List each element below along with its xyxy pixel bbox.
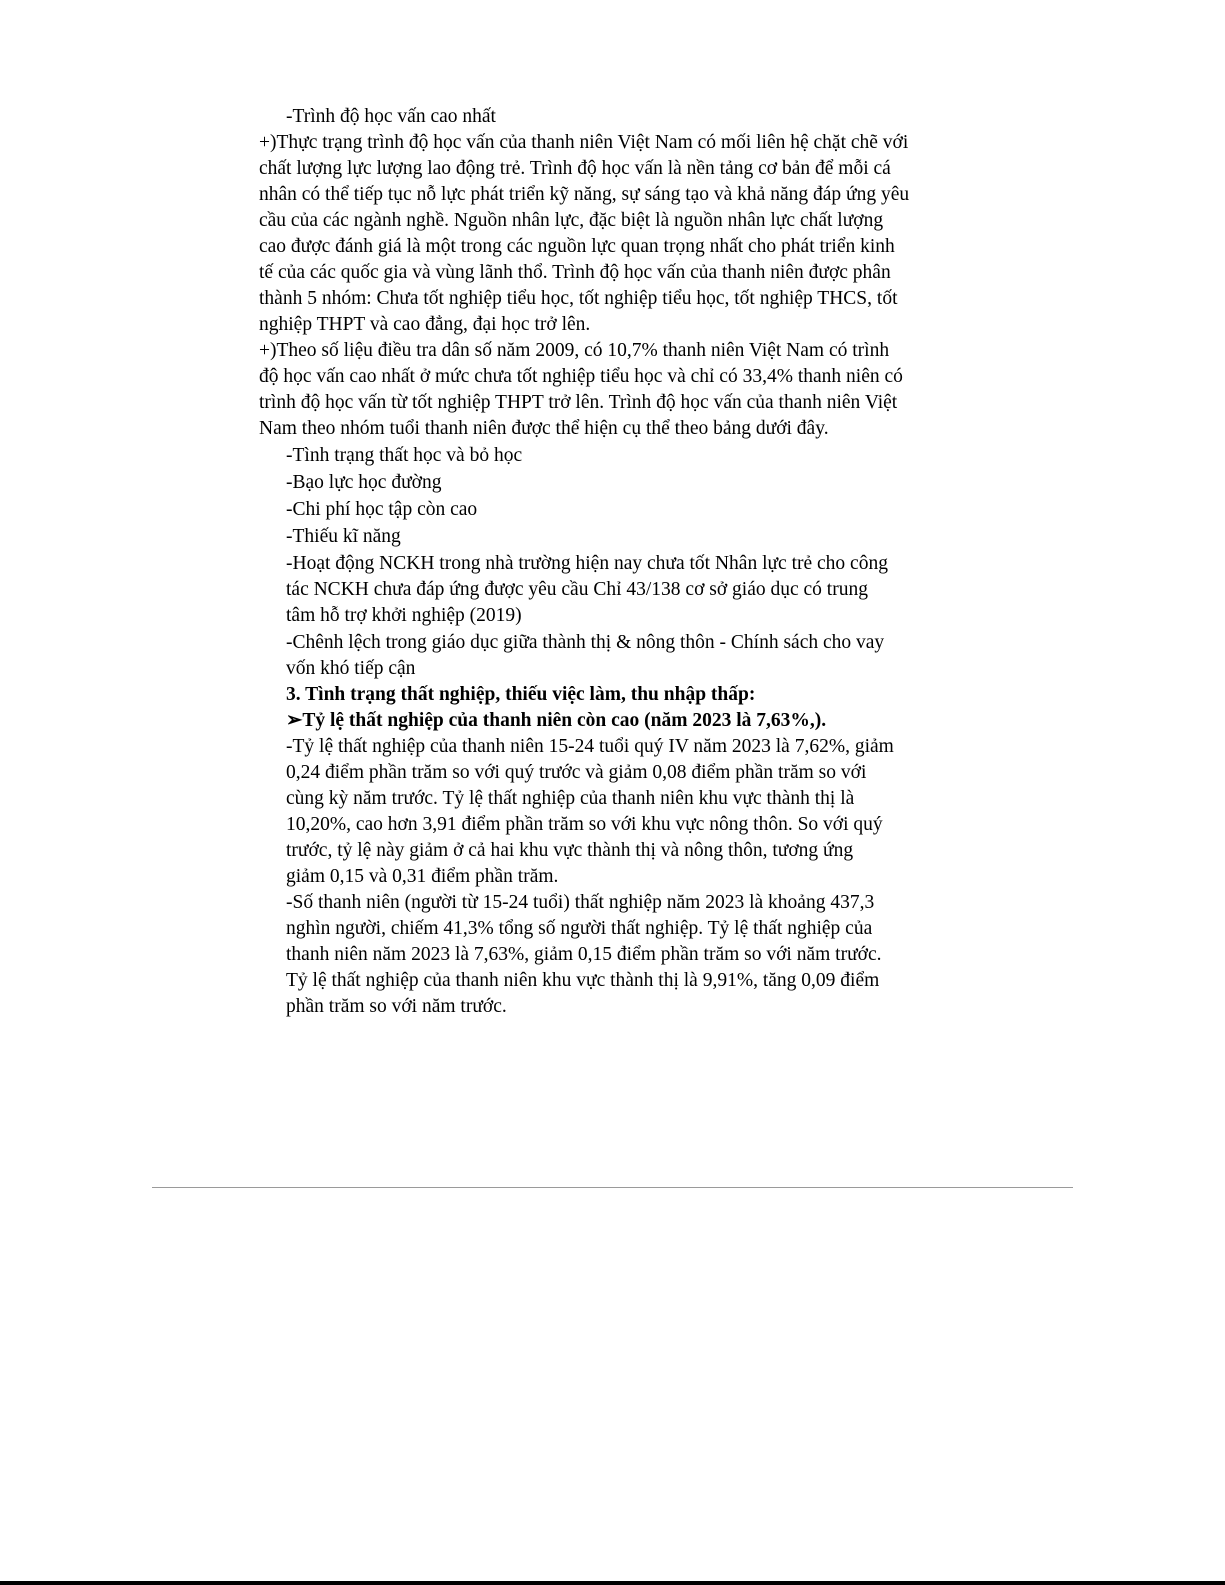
list-item-dropout: -Tình trạng thất học và bỏ học bbox=[286, 445, 523, 466]
list-item-line: 0,24 điểm phần trăm so với quý trước và giảm 0,08 điểm phần trăm so với bbox=[286, 762, 867, 783]
paragraph-census-2009 bbox=[259, 338, 959, 442]
list-item-research bbox=[259, 551, 959, 629]
bullet-unemployment-2023 bbox=[259, 890, 959, 1020]
list-item-line: -Số thanh niên (người từ 15-24 tuổi) thất nghiệp năm 2023 là khoảng 437,3 bbox=[286, 892, 875, 913]
list-item-line: cùng kỳ năm trước. Tỷ lệ thất nghiệp của thanh niên khu vực thành thị là bbox=[286, 788, 855, 809]
paragraph-education-overview bbox=[259, 130, 959, 338]
document-page bbox=[259, 104, 959, 1020]
bullet-unemployment-q4 bbox=[259, 734, 959, 890]
list-item-line: 10,20%, cao hơn 3,91 điểm phần trăm so với khu vực nông thôn. So với quý bbox=[286, 814, 883, 835]
paragraph-line: thành 5 nhóm: Chưa tốt nghiệp tiểu học, tốt nghiệp tiểu học, tốt nghiệp THCS, tốt bbox=[259, 288, 898, 309]
page-divider bbox=[152, 1187, 1073, 1188]
list-item-line: trước, tỷ lệ này giảm ở cả hai khu vực thành thị và nông thôn, tương ứng bbox=[286, 840, 854, 861]
paragraph-line: chất lượng lực lượng lao động trẻ. Trình độ học vấn là nền tảng cơ bản để mỗi cá bbox=[259, 158, 891, 179]
paragraph-line: +)Theo số liệu điều tra dân số năm 2009, có 10,7% thanh niên Việt Nam có trình bbox=[259, 340, 890, 361]
paragraph-line: trình độ học vấn từ tốt nghiệp THPT trở lên. Trình độ học vấn của thanh niên Việt bbox=[259, 392, 898, 413]
list-item-line: -Hoạt động NCKH trong nhà trường hiện nay chưa tốt Nhân lực trẻ cho công bbox=[286, 553, 888, 574]
heading-education-level: -Trình độ học vấn cao nhất bbox=[286, 106, 496, 127]
section-3-heading: 3. Tình trạng thất nghiệp, thiếu việc làm, thu nhập thấp: bbox=[286, 684, 756, 705]
paragraph-line: +)Thực trạng trình độ học vấn của thanh niên Việt Nam có mối liên hệ chặt chẽ với bbox=[259, 132, 909, 153]
paragraph-line: nghiệp THPT và cao đẳng, đại học trở lên. bbox=[259, 314, 591, 335]
section-3-subheading bbox=[259, 708, 959, 734]
list-item-line: Tỷ lệ thất nghiệp của thanh niên khu vực thành thị là 9,91%, tăng 0,09 điểm bbox=[286, 970, 880, 991]
paragraph-line: độ học vấn cao nhất ở mức chưa tốt nghiệp tiểu học và chỉ có 33,4% thanh niên có bbox=[259, 366, 903, 387]
paragraph-line: Nam theo nhóm tuổi thanh niên được thể hiện cụ thể theo bảng dưới đây. bbox=[259, 418, 829, 439]
arrow-bullet-icon: ➢ bbox=[286, 710, 303, 731]
section-3-subheading-text: Tỷ lệ thất nghiệp của thanh niên còn cao (năm 2023 là 7,63%,). bbox=[302, 710, 827, 731]
paragraph-line: tế của các quốc gia và vùng lãnh thổ. Trình độ học vấn của thanh niên được phân bbox=[259, 262, 891, 283]
list-item-skills: -Thiếu kĩ năng bbox=[286, 526, 401, 547]
list-item-urban-rural-gap bbox=[259, 630, 959, 682]
list-item-line: tâm hỗ trợ khởi nghiệp (2019) bbox=[286, 605, 522, 626]
list-item-study-cost: -Chi phí học tập còn cao bbox=[286, 499, 478, 520]
list-item-line: giảm 0,15 và 0,31 điểm phần trăm. bbox=[286, 866, 559, 887]
list-item-line: -Tỷ lệ thất nghiệp của thanh niên 15-24 tuổi quý IV năm 2023 là 7,62%, giảm bbox=[286, 736, 894, 757]
list-item-line: thanh niên năm 2023 là 7,63%, giảm 0,15 điểm phần trăm so với năm trước. bbox=[286, 944, 882, 965]
paragraph-line: nhân có thể tiếp tục nỗ lực phát triển kỹ năng, sự sáng tạo và khả năng đáp ứng yêu bbox=[259, 184, 910, 205]
paragraph-line: cao được đánh giá là một trong các nguồn lực quan trọng nhất cho phát triển kinh bbox=[259, 236, 895, 257]
list-item-line: -Chênh lệch trong giáo dục giữa thành thị & nông thôn - Chính sách cho vay bbox=[286, 632, 885, 653]
list-item-line: phần trăm so với năm trước. bbox=[286, 996, 507, 1017]
paragraph-line: cầu của các ngành nghề. Nguồn nhân lực, đặc biệt là nguồn nhân lực chất lượng bbox=[259, 210, 884, 231]
list-item-line: nghìn người, chiếm 41,3% tổng số người thất nghiệp. Tỷ lệ thất nghiệp của bbox=[286, 918, 873, 939]
bottom-border bbox=[0, 1581, 1225, 1585]
list-item-line: tác NCKH chưa đáp ứng được yêu cầu Chỉ 43/138 cơ sở giáo dục có trung bbox=[286, 579, 868, 600]
list-item-school-violence: -Bạo lực học đường bbox=[286, 472, 442, 493]
list-item-line: vốn khó tiếp cận bbox=[286, 658, 416, 679]
